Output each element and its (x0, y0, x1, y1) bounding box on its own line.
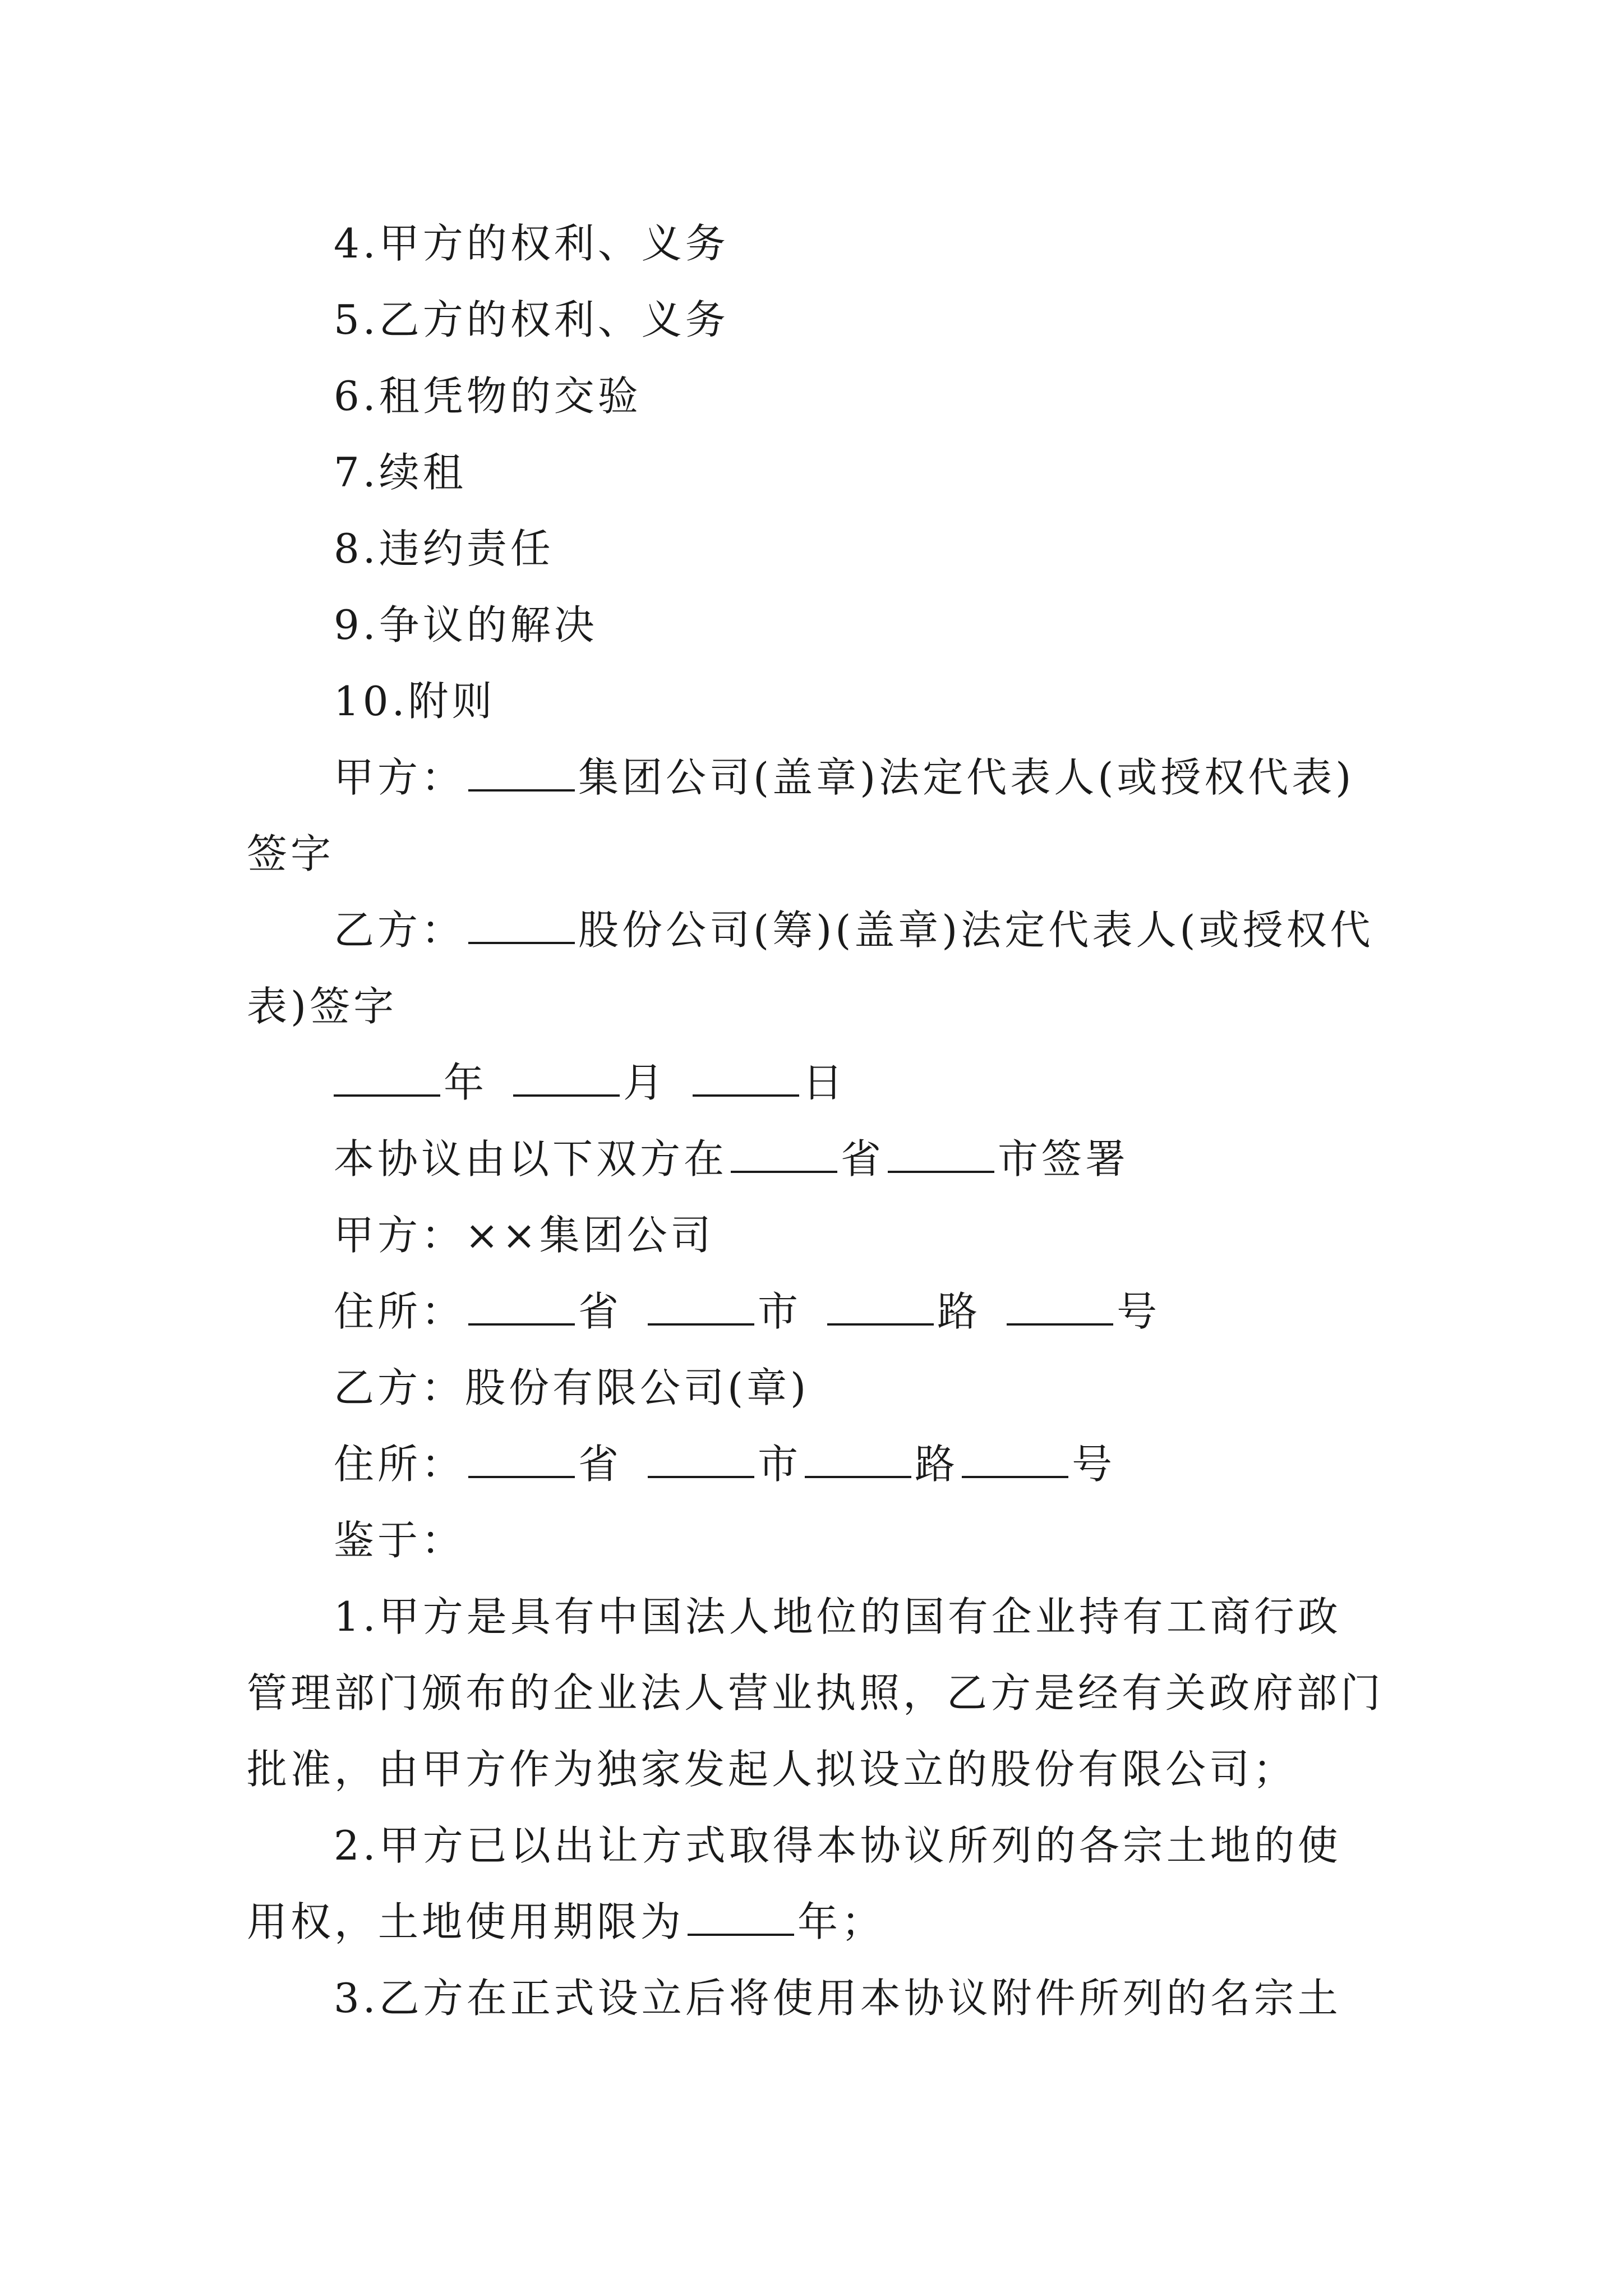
whereas-paragraph-1: 1.甲方是具有中国法人地位的国有企业持有工商行政 (334, 1593, 1341, 1640)
blank-field (731, 1137, 837, 1173)
party-a-signature-continuation: 签字 (247, 830, 335, 877)
blank-field (962, 1442, 1068, 1478)
signing-city: 市签署 (998, 1135, 1129, 1182)
blank-field (693, 1061, 799, 1097)
blank-field (1007, 1290, 1113, 1326)
date-day: 日 (803, 1059, 847, 1106)
list-item: 8.违约责任 (334, 525, 554, 572)
list-item: 6.租凭物的交验 (334, 372, 642, 420)
address-city: 市 (758, 1288, 802, 1335)
list-item: 10.附则 (334, 678, 496, 725)
whereas-paragraph-2-cont (247, 1884, 1385, 1960)
party-a-name: 甲方：××集团公司 (334, 1212, 714, 1259)
address-number: 号 (1117, 1288, 1161, 1335)
date-month: 月 (623, 1059, 667, 1106)
address-road: 路 (915, 1441, 959, 1488)
blank-field (468, 756, 575, 792)
list-item: 9.争议的解决 (334, 601, 598, 648)
blank-field (513, 1061, 620, 1097)
address-city: 市 (758, 1441, 802, 1488)
term-prefix: 用权，土地使用期限为 (247, 1898, 685, 1945)
blank-field (468, 1442, 575, 1478)
party-a-address (334, 1273, 1388, 1350)
whereas-paragraph-3: 3.乙方在正式设立后将使用本协议附件所列的名宗土 (334, 1975, 1341, 2022)
list-item: 4.甲方的权利、义务 (334, 220, 729, 267)
blank-field (805, 1442, 911, 1478)
address-province: 省 (578, 1288, 623, 1335)
blank-field (468, 1290, 575, 1326)
blank-field (648, 1442, 754, 1478)
blank-field (334, 1061, 440, 1097)
party-a-prefix: 甲方： (334, 754, 465, 801)
whereas-paragraph-2: 2.甲方已以出让方式取得本协议所列的各宗土地的使 (334, 1822, 1341, 1869)
party-b-address (334, 1426, 1388, 1502)
whereas-paragraph-1-cont: 批准，由甲方作为独家发起人拟设立的股份有限公司； (247, 1746, 1297, 1793)
blank-field (688, 1900, 794, 1936)
whereas-heading: 鉴于： (334, 1517, 465, 1564)
address-number: 号 (1072, 1441, 1116, 1488)
party-b-name: 乙方：股份有限公司(章) (334, 1364, 810, 1411)
date-year: 年 (444, 1059, 488, 1106)
party-a-sign-text: 集团公司(盖章)法定代表人(或授权代表) (578, 754, 1355, 801)
address-province: 省 (578, 1441, 623, 1488)
blank-field (888, 1137, 994, 1173)
party-b-sign-text: 股份公司(筹)(盖章)法定代表人(或授权代 (578, 907, 1374, 954)
whereas-paragraph-1-cont: 管理部门颁布的企业法人营业执照，乙方是经有关政府部门 (247, 1669, 1385, 1717)
party-a-signature-line (334, 739, 1388, 816)
party-b-signature-line (334, 892, 1388, 968)
signing-location-line (334, 1121, 1388, 1197)
blank-field (648, 1290, 754, 1326)
date-line (334, 1045, 1388, 1121)
party-b-signature-continuation: 表)签字 (247, 983, 398, 1030)
signing-province: 省 (841, 1135, 885, 1182)
list-item: 5.乙方的权利、义务 (334, 296, 729, 343)
blank-field (827, 1290, 934, 1326)
signing-prefix: 本协议由以下双方在 (334, 1135, 728, 1182)
address-label: 住所： (334, 1288, 465, 1335)
list-item: 7.续租 (334, 449, 467, 496)
party-b-prefix: 乙方： (334, 907, 465, 954)
term-suffix: 年； (797, 1898, 886, 1945)
address-road: 路 (937, 1288, 981, 1335)
blank-field (468, 908, 575, 944)
address-label: 住所： (334, 1441, 465, 1488)
